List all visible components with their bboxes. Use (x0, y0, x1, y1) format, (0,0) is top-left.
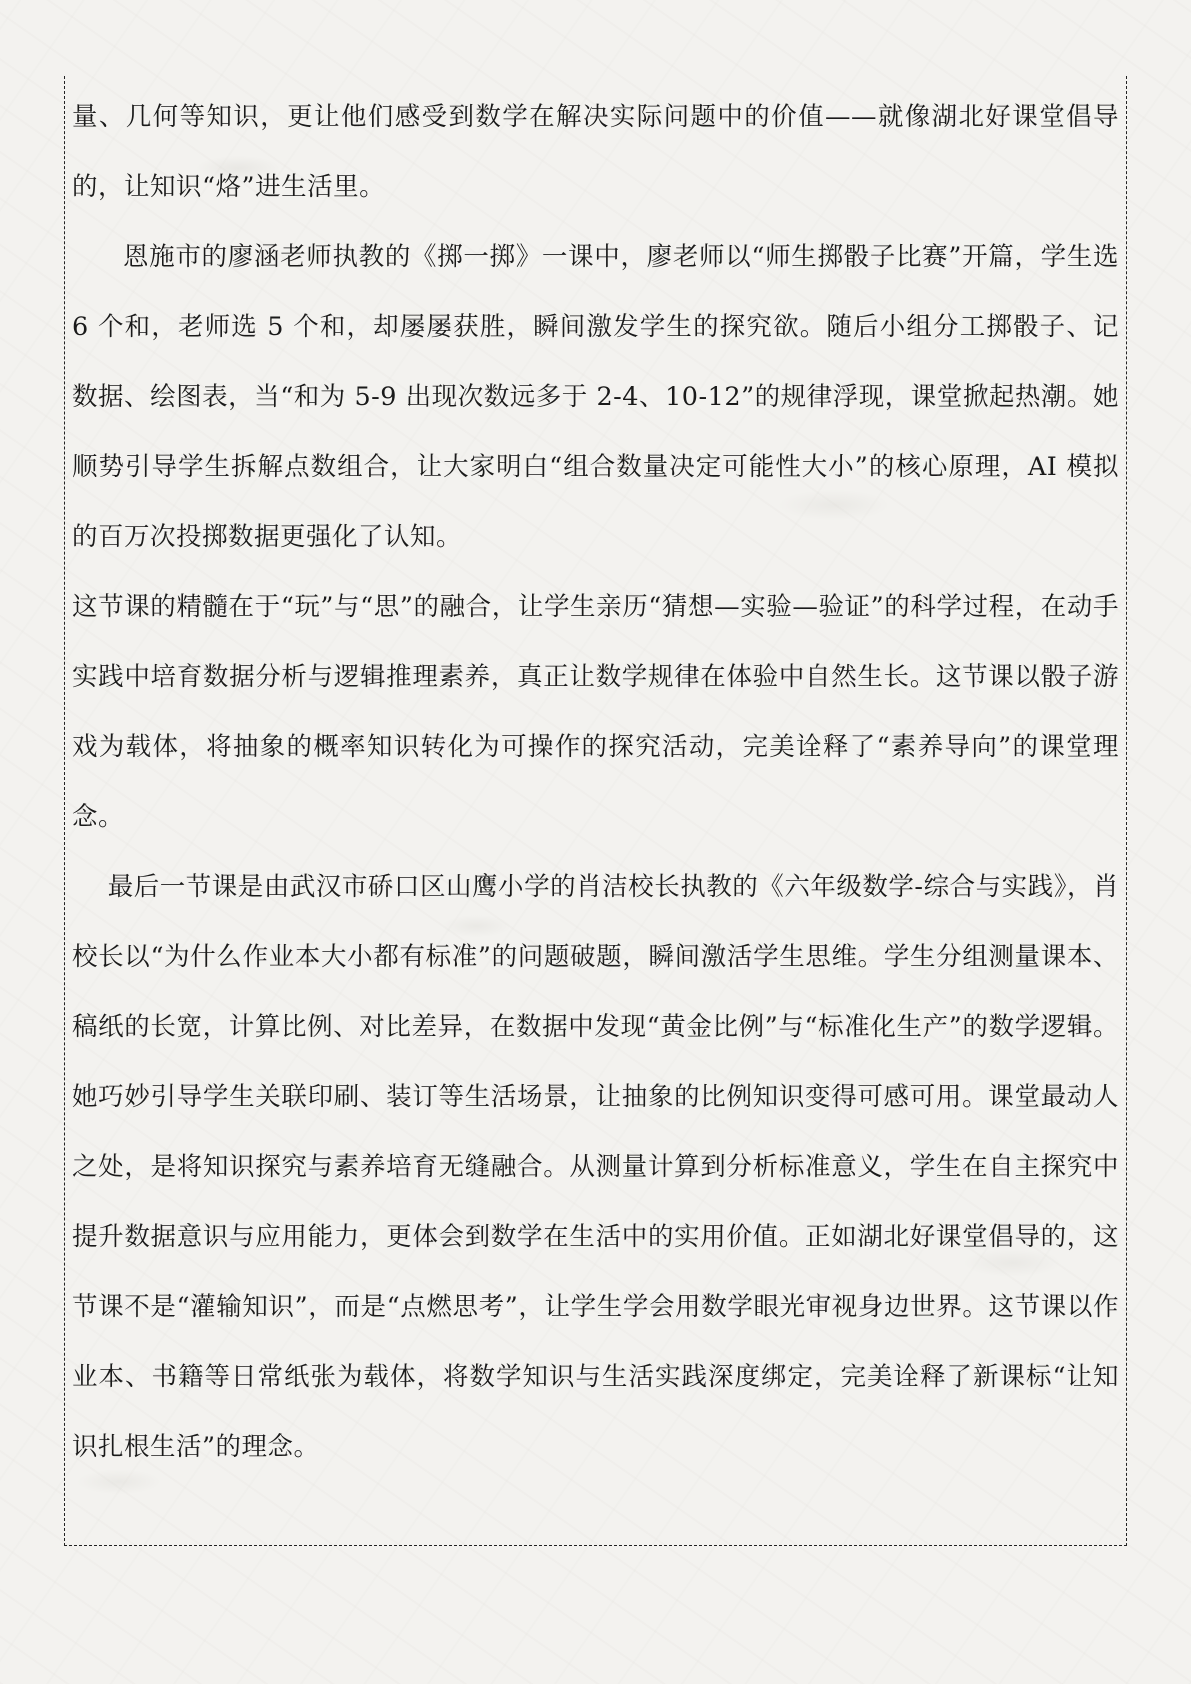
paragraph-final-lesson: 最后一节课是由武汉市硚口区山鹰小学的肖洁校长执教的《六年级数学-综合与实践》，肖校长以“为什么作业本大小都有标准”的问题破题，瞬间激活学生思维。学生分组测量课本、稿纸的长宽，计算比例、对比差异，在数据中发现“黄金比例”与“标准化生产”的数学逻辑。她巧妙引导学生关联印刷、装订等生活场景，让抽象的比例知识变得可感可用。课堂最动人之处，是将知识探究与素养培育无缝融合。从测量计算到分析标准意义，学生在自主探究中提升数据意识与应用能力，更体会到数学在生活中的实用价值。正如湖北好课堂倡导的，这节课不是“灌输知识”，而是“点燃思考”，让学生学会用数学眼光审视身边世界。这节课以作业本、书籍等日常纸张为载体，将数学知识与生活实践深度绑定，完美诠释了新课标“让知识扎根生活”的理念。 (72, 872, 1119, 1462)
paragraph-lesson-essence: 这节课的精髓在于“玩”与“思”的融合，让学生亲历“猜想—实验—验证”的科学过程，在动手实践中培育数据分析与逻辑推理素养，真正让数学规律在体验中自然生长。这节课以骰子游戏为载体，将抽象的概率知识转化为可操作的探究活动，完美诠释了“素养导向”的课堂理念。 (72, 592, 1119, 832)
paragraph-enshi-lesson: 恩施市的廖涵老师执教的《掷一掷》一课中，廖老师以“师生掷骰子比赛”开篇，学生选 6 个和，老师选 5 个和，却屡屡获胜，瞬间激发学生的探究欲。随后小组分工掷骰子、记数据、绘图表，当“和为 5-9 出现次数远多于 2-4、10-12”的规律浮现，课堂掀起热潮。她顺势引导学生拆解点数组合，让大家明白“组合数量决定可能性大小”的核心原理，AI 模拟的百万次投掷数据更强化了认知。 (72, 242, 1119, 552)
article-body (72, 82, 1119, 1482)
paragraph-continuation: 量、几何等知识，更让他们感受到数学在解决实际问题中的价值——就像湖北好课堂倡导的，让知识“烙”进生活里。 (72, 102, 1119, 202)
